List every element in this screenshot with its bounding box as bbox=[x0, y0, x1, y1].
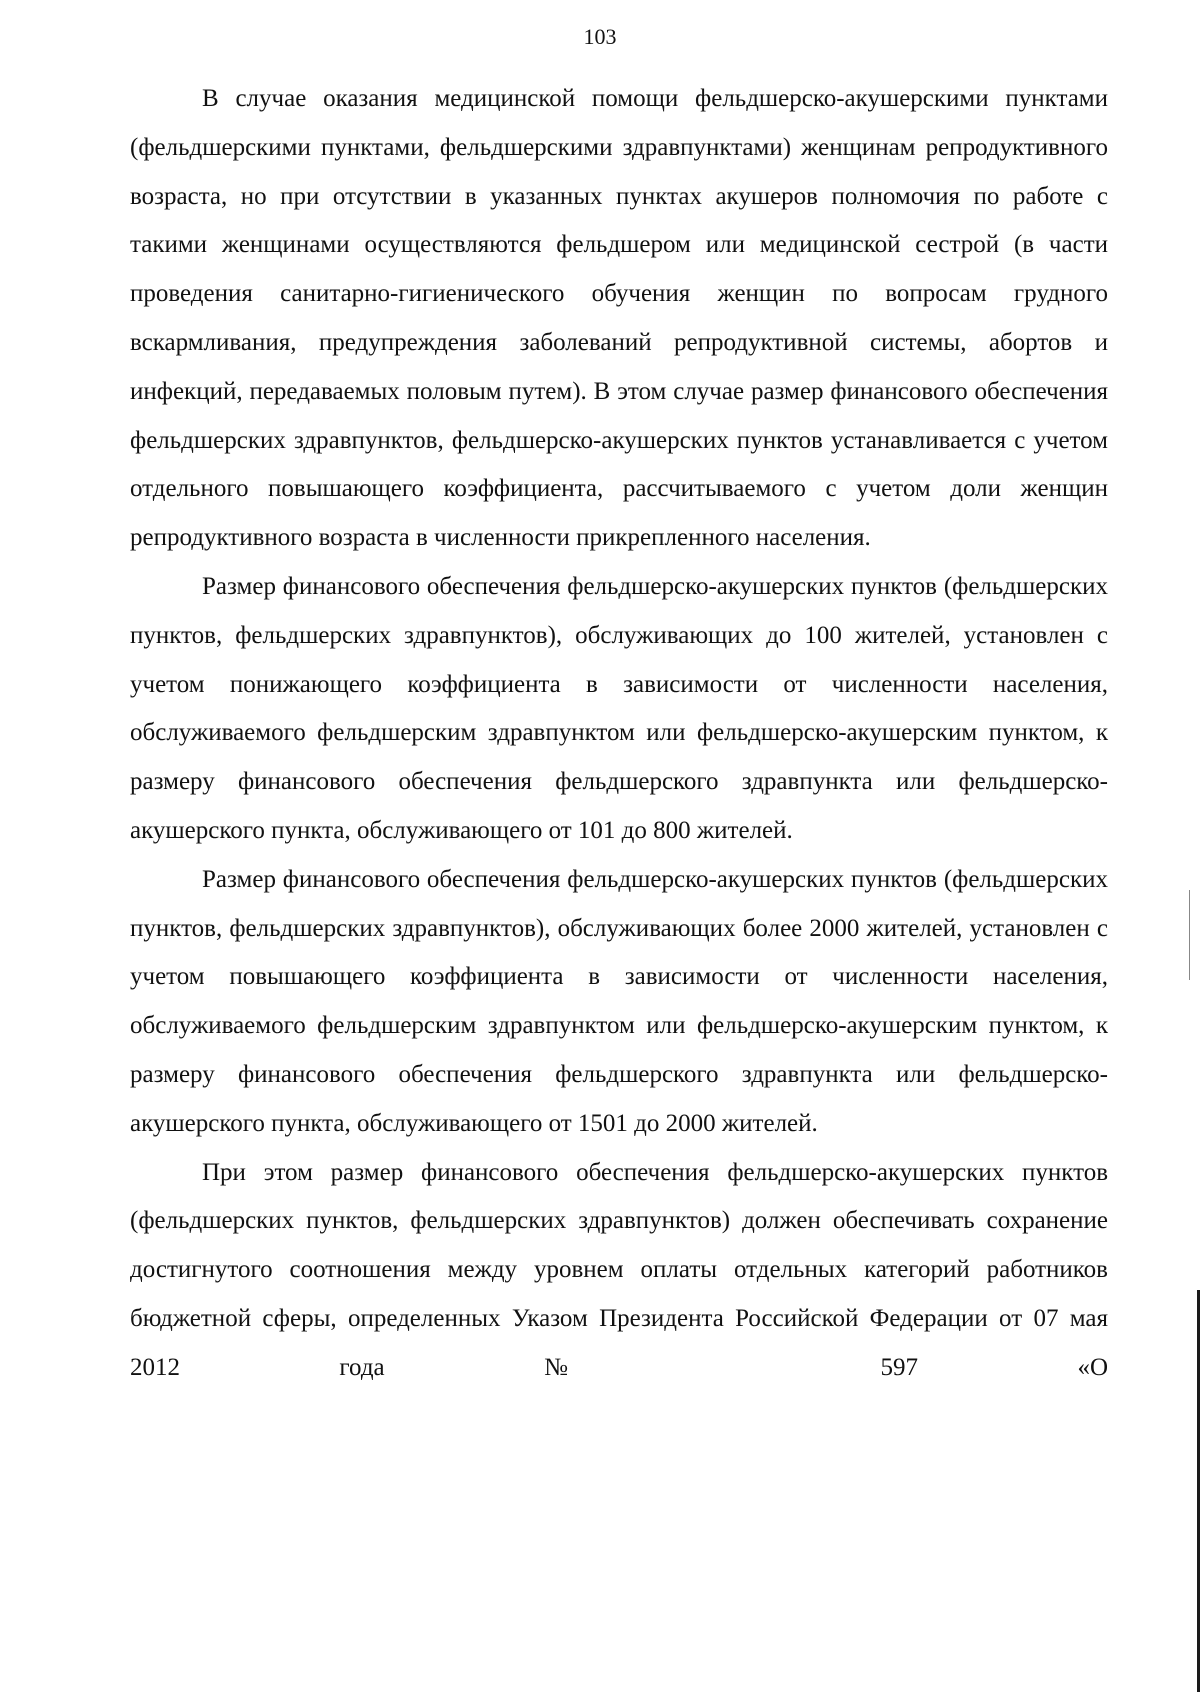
paragraph-4: При этом размер финансового обеспечения фельдшерско-акушерских пунктов (фельдшерских пунктов, фельдшерских здравпунктов) должен обеспечивать сохранение достигнутого соотношения между уровнем оплаты отдельных категорий работников бюджетной сферы, определенных Указом Президента Российской Федерации от 07 мая 2012 года № 597 «О bbox=[130, 1158, 1108, 1381]
document-body bbox=[130, 75, 1108, 1393]
paragraph-3: Размер финансового обеспечения фельдшерско-акушерских пунктов (фельдшерских пунктов, фельдшерских здравпунктов), обслуживающих более 2000 жителей, установлен с учетом повышающего коэффициента в зависимости от численности населения, обслуживаемого фельдшерским здравпунктом или фельдшерско-акушерским пунктом, к размеру финансового обеспечения фельдшерского здравпункта или фельдшерско-акушерского пункта, обслуживающего от 1501 до 2000 жителей. bbox=[130, 865, 1108, 1137]
page-number: 103 bbox=[583, 24, 617, 49]
scan-edge-mark bbox=[1189, 890, 1190, 980]
paragraph-1: В случае оказания медицинской помощи фельдшерско-акушерскими пунктами (фельдшерскими пунктами, фельдшерскими здравпунктами) женщинам репродуктивного возраста, но при отсутствии в указанных пунктах акушеров полномочия по работе с такими женщинами осуществляются фельдшером или медицинской сестрой (в части проведения санитарно-гигиенического обучения женщин по вопросам грудного вскармливания, предупреждения заболеваний репродуктивной системы, абортов и инфекций, передаваемых половым путем). В этом случае размер финансового обеспечения фельдшерских здравпунктов, фельдшерско-акушерских пунктов устанавливается с учетом отдельного повышающего коэффициента, рассчитываемого с учетом доли женщин репродуктивного возраста в численности прикрепленного населения. bbox=[130, 85, 1108, 552]
paragraph-2: Размер финансового обеспечения фельдшерско-акушерских пунктов (фельдшерских пунктов, фельдшерских здравпунктов), обслуживающих до 100 жителей, установлен с учетом понижающего коэффициента в зависимости от численности населения, обслуживаемого фельдшерским здравпунктом или фельдшерско-акушерским пунктом, к размеру финансового обеспечения фельдшерского здравпункта или фельдшерско-акушерского пункта, обслуживающего от 101 до 800 жителей. bbox=[130, 572, 1108, 844]
